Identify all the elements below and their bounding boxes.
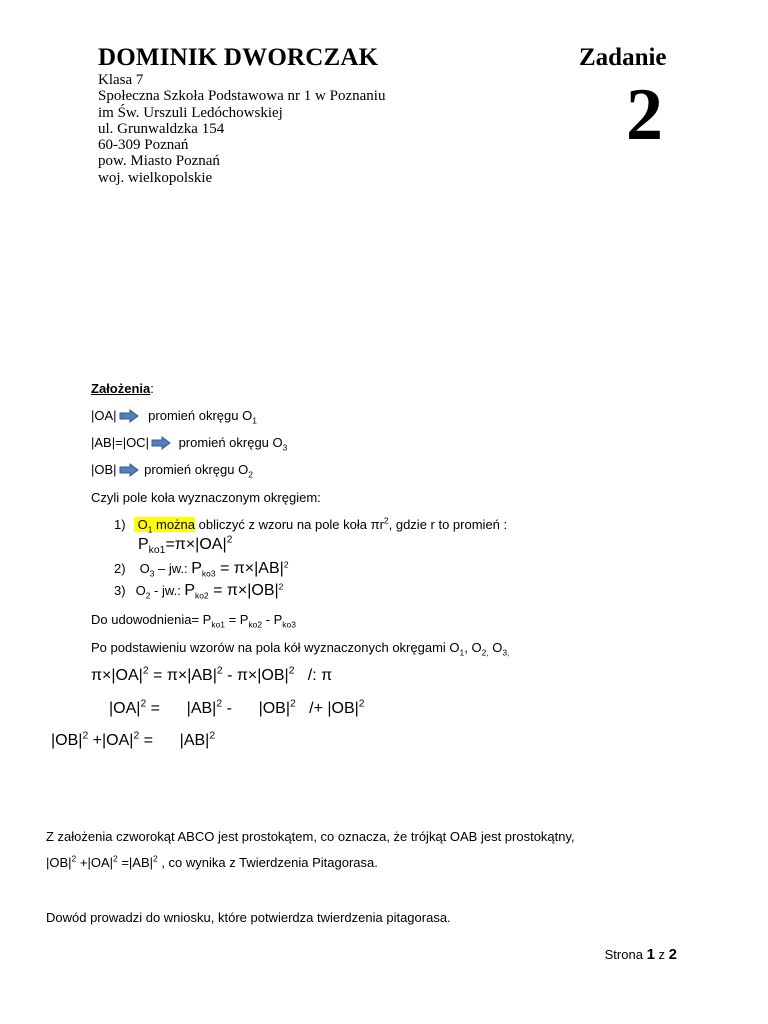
- eq-term: =|AB|: [117, 855, 154, 870]
- eq-term: |OA|: [109, 700, 141, 717]
- page-word: Strona: [604, 947, 643, 962]
- formula-p: P: [138, 536, 149, 553]
- assumption-text: promień okręgu O: [148, 408, 253, 423]
- substitution-text: [91, 640, 510, 658]
- so-text: Czyli pole koła wyznaczonym okręgiem:: [91, 490, 321, 505]
- eq-term: π×|OA|: [91, 667, 143, 684]
- equation-2: [109, 700, 365, 718]
- assumptions-title: Założenia: [91, 381, 151, 396]
- eq-sup: 2: [71, 853, 77, 864]
- eq-term: +|OA|: [88, 732, 134, 749]
- assumption-lhs: |OA|: [91, 408, 117, 423]
- eq-term: /+ |OB|: [295, 700, 359, 717]
- circle-label: O: [139, 561, 150, 576]
- to-prove-sub: ko1: [211, 619, 225, 630]
- list-number: 3): [114, 583, 126, 598]
- formula-p: P: [191, 560, 202, 577]
- formula-rhs: = π×|AB|: [215, 560, 284, 577]
- subst-text: Po podstawieniu wzorów na pola kół wyznaczonych okręgami O: [91, 640, 460, 655]
- formula-pko1: [138, 534, 233, 557]
- list-number: 2): [114, 561, 126, 576]
- list-sup: 2: [383, 515, 389, 526]
- assumption-line-ob: [91, 462, 253, 480]
- list-number: 1): [114, 517, 126, 532]
- subst-text: O: [488, 640, 503, 655]
- circle-label: O: [135, 583, 146, 598]
- equation-3: [51, 732, 215, 750]
- address-line: woj. wielkopolskie: [98, 169, 213, 186]
- list-item-2: [114, 560, 289, 578]
- equation-1: [91, 667, 332, 685]
- eq-sup: 2: [133, 730, 140, 742]
- address-block: [98, 72, 385, 186]
- to-prove-text: - P: [262, 612, 283, 627]
- address-line: pow. Miasto Poznań: [98, 153, 220, 170]
- subst-sub: 1: [459, 647, 465, 658]
- formula-p: P: [184, 582, 196, 599]
- task-label: Zadanie: [579, 44, 667, 71]
- circle-sub: 1: [147, 524, 153, 535]
- arrow-right-icon: [119, 409, 139, 423]
- conclusion-line-1: Z założenia czworokąt ABCO jest prostokątem, co oznacza, że trójkąt OAB jest prostokątny,: [46, 829, 575, 844]
- to-prove-text: = P: [224, 612, 249, 627]
- to-prove-text: Do udowodnienia= P: [91, 612, 212, 627]
- eq-term: |OB|: [51, 732, 83, 749]
- eq-term: |OB|: [46, 855, 72, 870]
- assumptions-heading: [91, 381, 154, 396]
- eq-sup: 2: [209, 730, 216, 742]
- assumption-lhs: |OB|: [91, 462, 117, 477]
- address-line: Klasa 7: [98, 72, 144, 88]
- subst-sub: 2,: [481, 647, 489, 658]
- eq-sup: 2: [216, 698, 223, 710]
- eq-sup: 2: [142, 665, 149, 677]
- conclusion-line-2: [46, 855, 378, 870]
- final-statement: Dowód prowadzi do wniosku, które potwierdza twierdzenia pitagorasa.: [46, 910, 451, 925]
- assumption-sub: 3: [282, 442, 288, 453]
- eq-sup: 2: [216, 665, 223, 677]
- formula-sup: 2: [283, 559, 289, 570]
- page-total: 2: [668, 946, 677, 963]
- address-line: 60-309 Poznań: [98, 137, 189, 154]
- formula-sub: ko1: [148, 545, 166, 557]
- eq-sup: 2: [82, 730, 89, 742]
- formula-sub: ko2: [195, 590, 209, 601]
- circle-label: O: [137, 517, 148, 532]
- of-word: z: [658, 947, 666, 962]
- list-text: obliczyć z wzoru na pole koła πr: [195, 517, 384, 532]
- arrow-right-icon: [119, 463, 139, 477]
- eq-sup: 2: [288, 665, 295, 677]
- eq-term: = π×|AB|: [148, 667, 217, 684]
- eq-term: - π×|OB|: [222, 667, 289, 684]
- assumption-lhs: |AB|=|OC|: [91, 435, 149, 450]
- list-tail: , gdzie r to promień :: [388, 517, 508, 532]
- eq-sup: 2: [153, 853, 158, 864]
- subst-sub: 3,: [502, 647, 510, 658]
- formula-sub: ko3: [201, 568, 216, 579]
- eq-term: +|OA|: [76, 855, 113, 870]
- to-prove-sub: ko3: [282, 619, 296, 630]
- arrow-right-icon: [151, 436, 171, 450]
- list-text: – jw.:: [154, 561, 192, 576]
- author-name: DOMINIK DWORCZAK: [98, 44, 379, 71]
- list-item-1: [114, 515, 508, 535]
- to-prove-sub: ko2: [248, 619, 263, 630]
- page-footer: [605, 946, 677, 963]
- address-line: Społeczna Szkoła Podstawowa nr 1 w Poznaniu: [98, 88, 386, 105]
- formula-rhs: =π×|OA|: [165, 536, 227, 553]
- circle-sub: 2: [145, 590, 151, 601]
- eq-sup: 2: [140, 698, 147, 710]
- page-current: 1: [646, 946, 655, 963]
- formula-sup: 2: [226, 534, 233, 546]
- eq-term: - |OB|: [222, 700, 290, 717]
- address-line: im Św. Urszuli Ledóchowskiej: [98, 104, 283, 121]
- eq-term: = |AB|: [139, 732, 210, 749]
- assumption-text: promień okręgu O: [144, 462, 249, 477]
- formula-sup: 2: [278, 581, 284, 592]
- assumption-line-oa: [91, 408, 257, 426]
- list-text: - jw.:: [150, 583, 185, 598]
- assumption-sub: 1: [252, 415, 257, 426]
- eq-sup: 2: [358, 698, 365, 710]
- eq-sup: 2: [113, 853, 118, 864]
- highlighted-word: można: [152, 517, 196, 532]
- assumption-sub: 2: [248, 469, 253, 480]
- highlighted-phrase: [134, 517, 196, 535]
- conclusion-text: , co wynika z Twierdzenia Pitagorasa.: [157, 855, 378, 870]
- eq-term: = |AB|: [146, 700, 217, 717]
- formula-rhs: = π×|OB|: [208, 582, 279, 599]
- circle-sub: 3: [149, 568, 155, 579]
- assumption-text: promień okręgu O: [178, 435, 283, 450]
- address-line: ul. Grunwaldzka 154: [98, 120, 225, 137]
- assumptions-colon: :: [150, 381, 154, 396]
- subst-text: , O: [464, 640, 482, 655]
- eq-term: /: π: [294, 667, 333, 684]
- eq-sup: 2: [290, 698, 296, 710]
- to-prove: [91, 612, 296, 630]
- list-item-3: [114, 582, 283, 600]
- task-number: 2: [626, 74, 663, 156]
- assumption-line-ab: [91, 435, 288, 453]
